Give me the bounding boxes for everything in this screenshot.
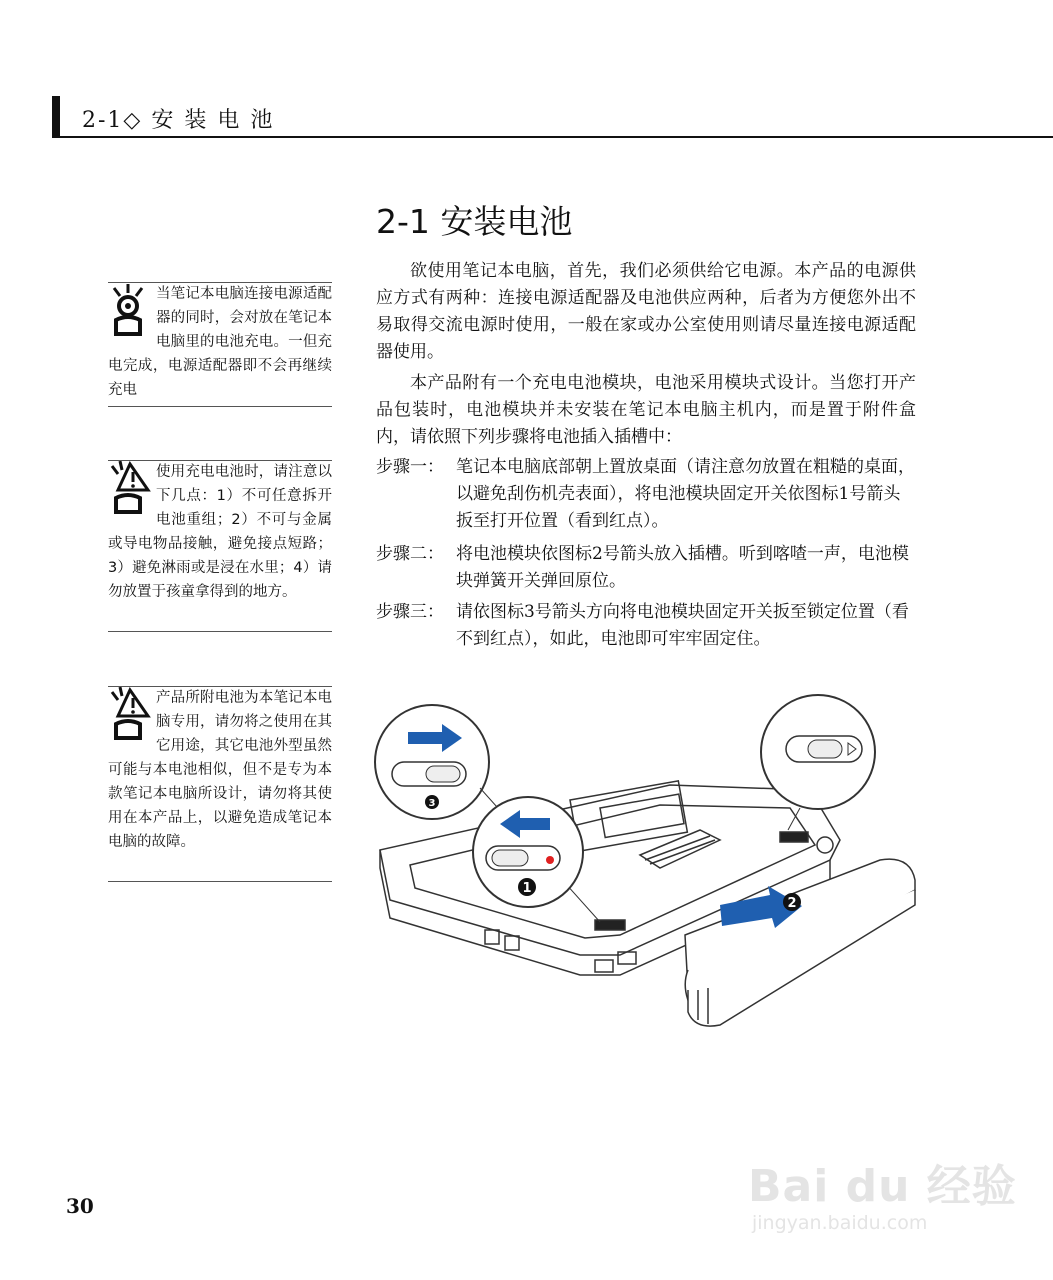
paragraph-1: 欲使用笔记本电脑，首先，我们必须供给它电源。本产品的电源供应方式有两种：连接电源适配器及电池供应两种，后者为方便您外出不易取得交流电源时使用，一般在家或办公室使用则请尽量连接电源适配器使用。: [376, 261, 916, 362]
step-text: 笔记本电脑底部朝上置放桌面（请注意勿放置在粗糙的桌面，以避免刮伤机壳表面），将电池模块固定开关依图标1号箭头扳至打开位置（看到红点）。: [456, 457, 915, 531]
zoom-latch-detail: [761, 695, 875, 830]
idea-icon: [108, 282, 152, 336]
note-rule: [108, 460, 332, 461]
note-text: 使用充电电池时，请注意以下几点：1）不可任意拆开电池重组；2）不可与金属或导电物品接触，避免接点短路；3）避免淋雨或是浸在水里；4）请勿放置于孩童拿得到的地方。: [108, 464, 332, 600]
step-3: [376, 599, 916, 653]
step-label: 步骤三：: [376, 602, 444, 622]
section-header: 2-1◇ 安 装 电 池: [82, 108, 275, 133]
zoom-unlock-detail: [473, 797, 583, 907]
step-label: 步骤二：: [376, 544, 444, 564]
header-rule: [52, 136, 1053, 138]
callout-2-label: 2: [787, 896, 797, 911]
header-bar: [52, 96, 60, 138]
step-label: 步骤一：: [376, 457, 444, 477]
callout-1-label: 1: [522, 881, 532, 896]
note-tip: [108, 282, 332, 402]
note-warning-2: [108, 686, 332, 854]
note-text: 当笔记本电脑连接电源适配器的同时，会对放在笔记本电脑里的电池充电。一但充电完成，电源适配器即不会再继续充电: [108, 286, 332, 398]
step-2: [376, 541, 916, 595]
note-rule: [108, 406, 332, 407]
watermark-logo: Bai du 经验: [748, 1161, 1017, 1212]
paragraph-2: 本产品附有一个充电电池模块，电池采用模块式设计。当您打开产品包装时，电池模块并未安装在笔记本电脑主机内，而是置于附件盒内，请依照下列步骤将电池插入插槽中：: [376, 373, 916, 447]
note-text: 产品所附电池为本笔记本电脑专用，请勿将之使用在其它用途，其它电池外型虽然可能与本电池相似，但不是专为本款笔记本电脑所设计，请勿将其使用在本产品上，以避免造成笔记本电脑的故障。: [108, 690, 332, 850]
step-text: 请依图标3号箭头方向将电池模块固定开关扳至锁定位置（看不到红点），如此，电池即可牢牢固定住。: [456, 602, 909, 649]
step-1: [376, 454, 916, 535]
callout-3-label: 3: [428, 798, 436, 809]
note-rule: [108, 686, 332, 687]
note-warning-1: [108, 460, 332, 604]
watermark-url: jingyan.baidu.com: [752, 1212, 928, 1234]
page-title: 2-1 安装电池: [376, 202, 573, 241]
page-number: 30: [66, 1194, 94, 1218]
red-dot-indicator: [546, 856, 554, 864]
warning-icon: [108, 460, 152, 514]
note-rule: [108, 881, 332, 882]
note-rule: [108, 282, 332, 283]
note-rule: [108, 631, 332, 632]
battery-module: [685, 859, 915, 1026]
battery-install-figure: [370, 690, 930, 1040]
step-text: 将电池模块依图标2号箭头放入插槽。听到喀喳一声，电池模块弹簧开关弹回原位。: [456, 544, 909, 591]
warning-icon: [108, 686, 152, 740]
